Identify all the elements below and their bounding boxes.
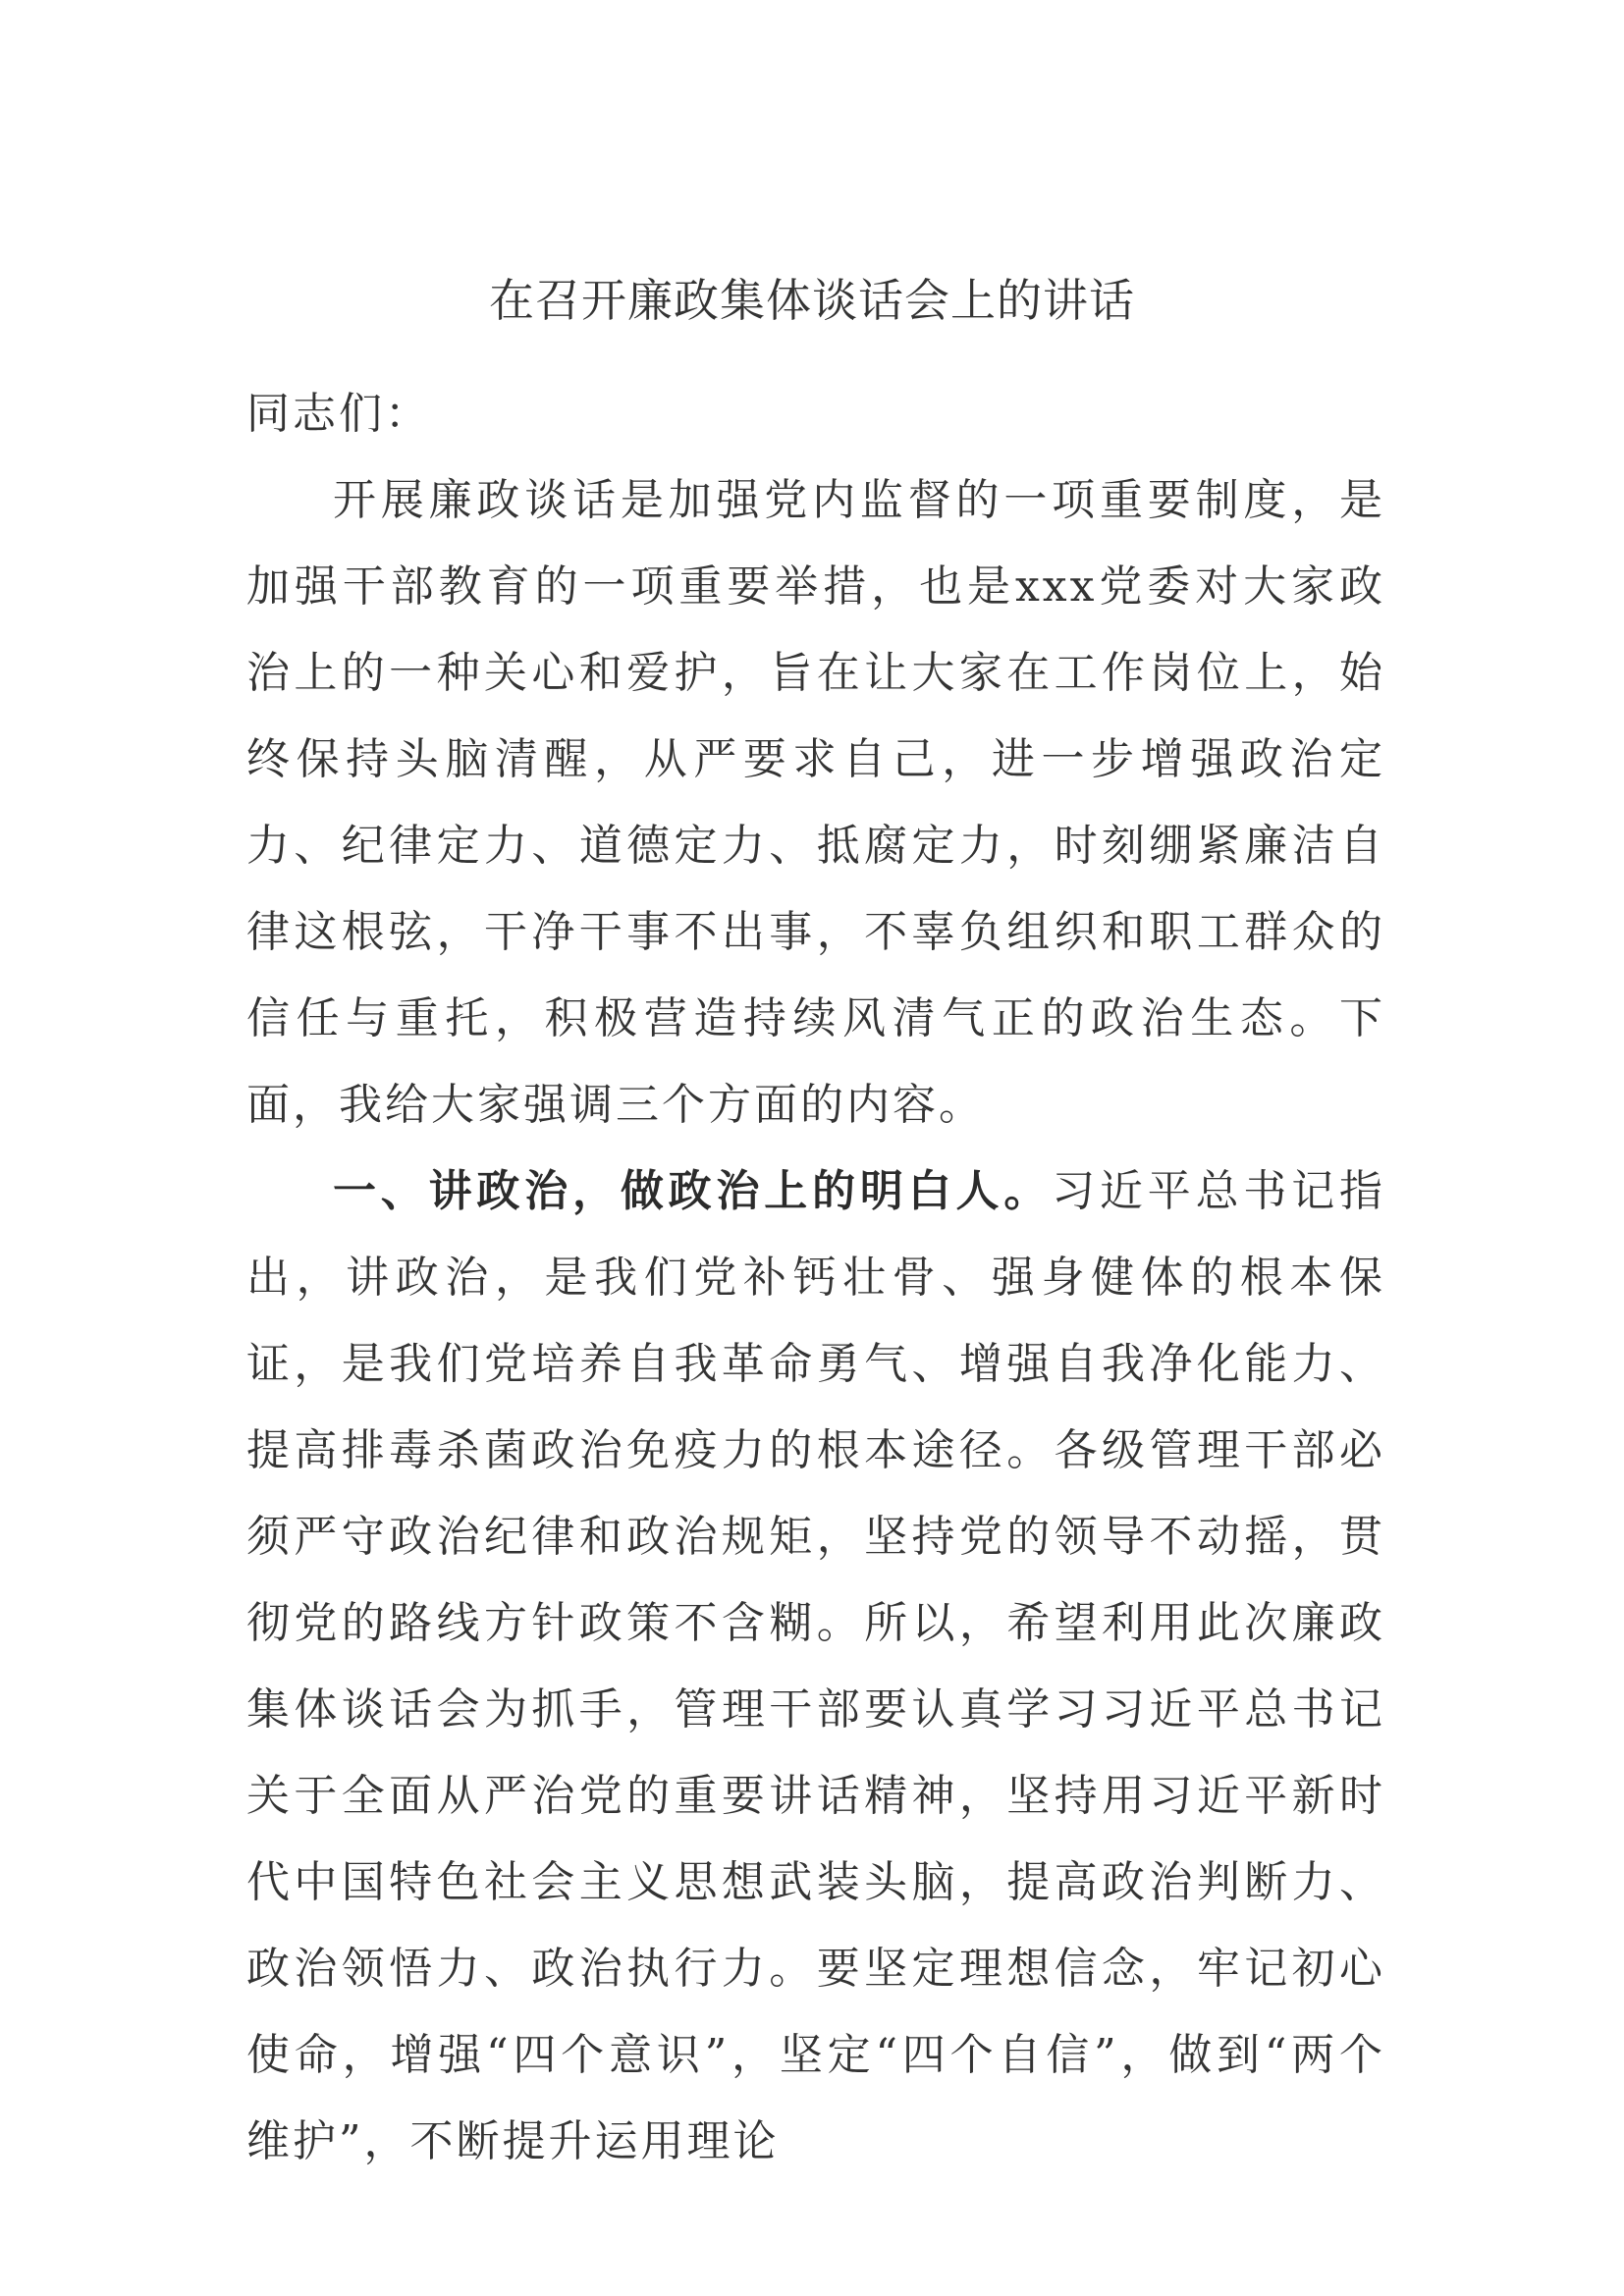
document-body xyxy=(246,371,1385,2185)
section-heading-1: 一、讲政治，做政治上的明白人。 xyxy=(333,1166,1053,1216)
document-title: 在召开廉政集体谈话会上的讲话 xyxy=(489,274,1135,327)
section-body-1: 习近平总书记指出，讲政治，是我们党补钙壮骨、强身健体的根本保证，是我们党培养自我革命勇气、增强自我净化能力、提高排毒杀菌政治免疫力的根本途径。各级管理干部必须严守政治纪律和政治规矩，坚持党的领导不动摇，贯彻党的路线方针政策不含糊。所以，希望利用此次廉政集体谈话会为抓手，管理干部要认真学习习近平总书记关于全面从严治党的重要讲话精神，坚持用习近平新时代中国特色社会主义思想武装头脑，提高政治判断力、政治领悟力、政治执行力。要坚定理想信念，牢记初心使命，增强“四个意识”，坚定“四个自信”，做到“两个维护”，不断提升运用理论 xyxy=(246,1166,1386,2166)
paragraph-section-1 xyxy=(246,1148,1385,2185)
salutation: 同志们： xyxy=(246,389,431,439)
paragraph-intro: 开展廉政谈话是加强党内监督的一项重要制度，是加强干部教育的一项重要举措，也是xxx党委对大家政治上的一种关心和爱护，旨在让大家在工作岗位上，始终保持头脑清醒，从严要求自己，进一步增强政治定力、纪律定力、道德定力、抵腐定力，时刻绷紧廉洁自律这根弦，干净干事不出事，不辜负组织和职工群众的信任与重托，积极营造持续风清气正的政治生态。下面，我给大家强调三个方面的内容。 xyxy=(246,475,1385,1130)
